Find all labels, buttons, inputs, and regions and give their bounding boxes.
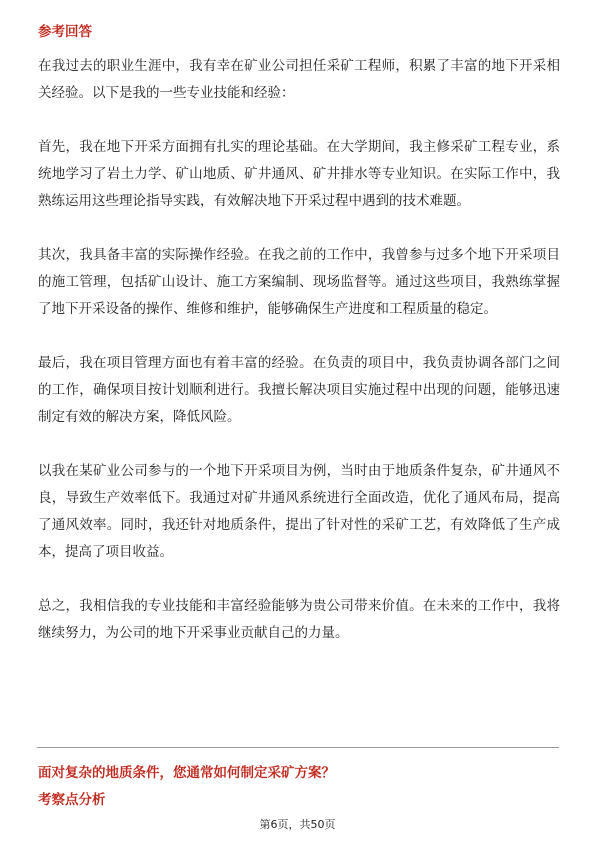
- paragraph-practice: 其次，我具备丰富的实际操作经验。在我之前的工作中，我曾参与过多个地下开采项目的施工管理，包括矿山设计、施工方案编制、现场监督等。通过这些项目，我熟练掌握了地下开采设备的操作、维修和维护，能够确保生产进度和工程质量的稳定。: [38, 247, 560, 317]
- section-title: 参考回答: [38, 24, 92, 40]
- paragraph-theory: 首先，我在地下开采方面拥有扎实的理论基础。在大学期间，我主修采矿工程专业，系统地学习了岩土力学、矿山地质、矿井通风、矿井排水等专业知识。在实际工作中，我熟练运用这些理论指导实践，有效解决地下开采过程中遇到的技术难题。: [38, 139, 560, 209]
- paragraph-conclusion: 总之，我相信我的专业技能和丰富经验能够为贵公司带来价值。在未来的工作中，我将继续努力，为公司的地下开采事业贡献自己的力量。: [38, 598, 560, 641]
- question-heading: 面对复杂的地质条件，您通常如何制定采矿方案？: [38, 765, 335, 781]
- paragraph-intro: 在我过去的职业生涯中，我有幸在矿业公司担任采矿工程师，积累了丰富的地下开采相关经验。以下是我的一些专业技能和经验：: [38, 58, 560, 101]
- analysis-heading: 考察点分析: [38, 792, 106, 808]
- paragraph-example: 以我在某矿业公司参与的一个地下开采项目为例，当时由于地质条件复杂，矿井通风不良，导致生产效率低下。我通过对矿井通风系统进行全面改造，优化了通风布局，提高了通风效率。同时，我还针对地质条件，提出了针对性的采矿工艺，有效降低了生产成本，提高了项目收益。: [38, 463, 560, 560]
- page-number: 第6页，共50页: [259, 818, 336, 831]
- paragraph-management: 最后，我在项目管理方面也有着丰富的经验。在负责的项目中，我负责协调各部门之间的工作，确保项目按计划顺利进行。我擅长解决项目实施过程中出现的问题，能够迅速制定有效的解决方案，降低风险。: [38, 355, 560, 425]
- section-divider: [37, 747, 559, 748]
- answer-body: [38, 53, 560, 647]
